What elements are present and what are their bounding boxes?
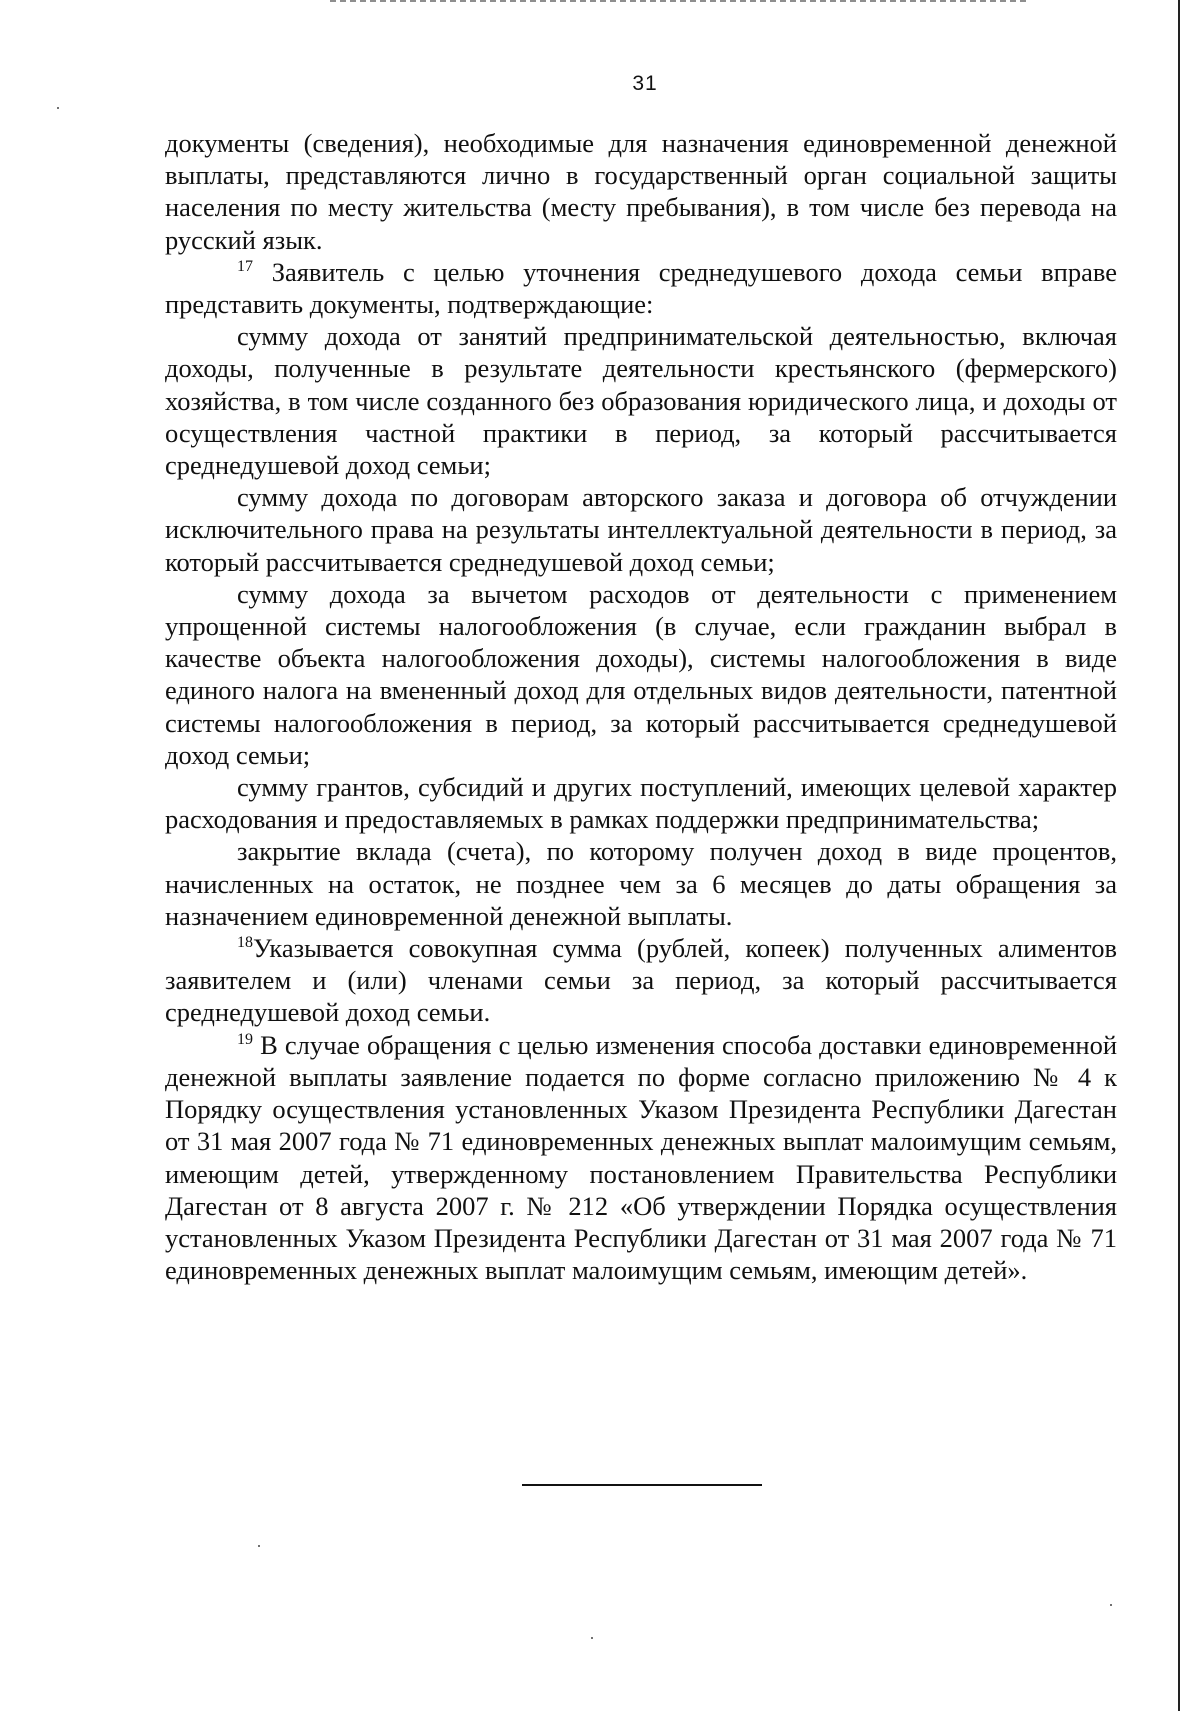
list-item-simplified-tax: [165, 578, 1117, 771]
scan-edge-top: [330, 0, 1030, 2]
paragraph-text: Заявитель с целью уточнения среднедушевого дохода семьи вправе представить документы, подтверждающие:: [165, 256, 1117, 320]
paragraph-text: Указывается совокупная сумма (рублей, копеек) полученных алиментов заявителем и (или) членами семьи за период, за который рассчитывается среднедушевой доход семьи.: [165, 933, 1117, 1028]
paragraph-text: сумму грантов, субсидий и других поступлений, имеющих целевой характер расходования и предоставляемых в рамках поддержки предпринимательства;: [165, 772, 1117, 835]
document-body: [165, 127, 1117, 1286]
scan-speck: [258, 1545, 260, 1547]
page-number: 31: [632, 72, 658, 95]
list-item-author-contracts: [165, 481, 1117, 578]
paragraph-text: сумму дохода за вычетом расходов от деятельности с применением упрощенной системы налогообложения (в случае, если гражданин выбрал в качестве объекта налогообложения доходы), системы налогообложения в виде единого налога на вмененный доход для отдельных видов деятельности, патентной системы налогообложения в период, за который рассчитывается среднедушевой доход семьи;: [165, 578, 1117, 770]
footnote-17: [165, 256, 1117, 320]
paragraph-text: В случае обращения с целью изменения способа доставки единовременной денежной выплаты заявление подается по форме согласно приложению № 4 к Порядку осуществления установленных Указом Президента Республики Дагестан от 31 мая 2007 года № 71 единовременных денежных выплат малоимущим семьям, имеющим детей, утвержденному постановлением Правительства Республики Дагестан от 8 августа 2007 г. № 212 «Об утверждении Порядка осуществления установленных Указом Президента Республики Дагестан от 31 мая 2007 года № 71 единовременных денежных выплат малоимущим семьям, имеющим детей».: [165, 1029, 1117, 1286]
paragraph-text: закрытие вклада (счета), по которому получен доход в виде процентов, начисленных на остаток, не позднее чем за 6 месяцев до даты обращения за назначением единовременной денежной выплаты.: [165, 836, 1117, 931]
list-item-business-income: [165, 320, 1117, 481]
paragraph-text: сумму дохода по договорам авторского заказа и договора об отчуждении исключительного права на результаты интеллектуальной деятельности в период, за который рассчитывается среднедушевой доход семьи;: [165, 482, 1117, 577]
end-rule: [522, 1484, 762, 1486]
footnote-19: [165, 1029, 1117, 1287]
footnote-marker: 19: [237, 1030, 253, 1048]
paragraph-continuation: [165, 127, 1117, 256]
list-item-deposit-closure: [165, 835, 1117, 932]
footnote-marker: 17: [237, 257, 253, 275]
scan-speck: [591, 1637, 593, 1639]
list-item-grants: [165, 771, 1117, 835]
scan-speck: [1110, 1604, 1112, 1606]
footnote-18: [165, 932, 1117, 1029]
paragraph-text: сумму дохода от занятий предпринимательской деятельностью, включая доходы, полученные в результате деятельности крестьянского (фермерского) хозяйства, в том числе созданного без образования юридического лица, и доходы от осуществления частной практики в период, за который рассчитывается среднедушевой доход семьи;: [165, 321, 1117, 481]
scan-speck: [57, 107, 59, 109]
scan-edge-right: [1178, 0, 1180, 1711]
paragraph-text: документы (сведения), необходимые для назначения единовременной денежной выплаты, представляются лично в государственный орган социальной защиты населения по месту жительства (месту пребывания), в том числе без перевода на русский язык.: [165, 128, 1117, 255]
footnote-marker: 18: [237, 934, 253, 952]
